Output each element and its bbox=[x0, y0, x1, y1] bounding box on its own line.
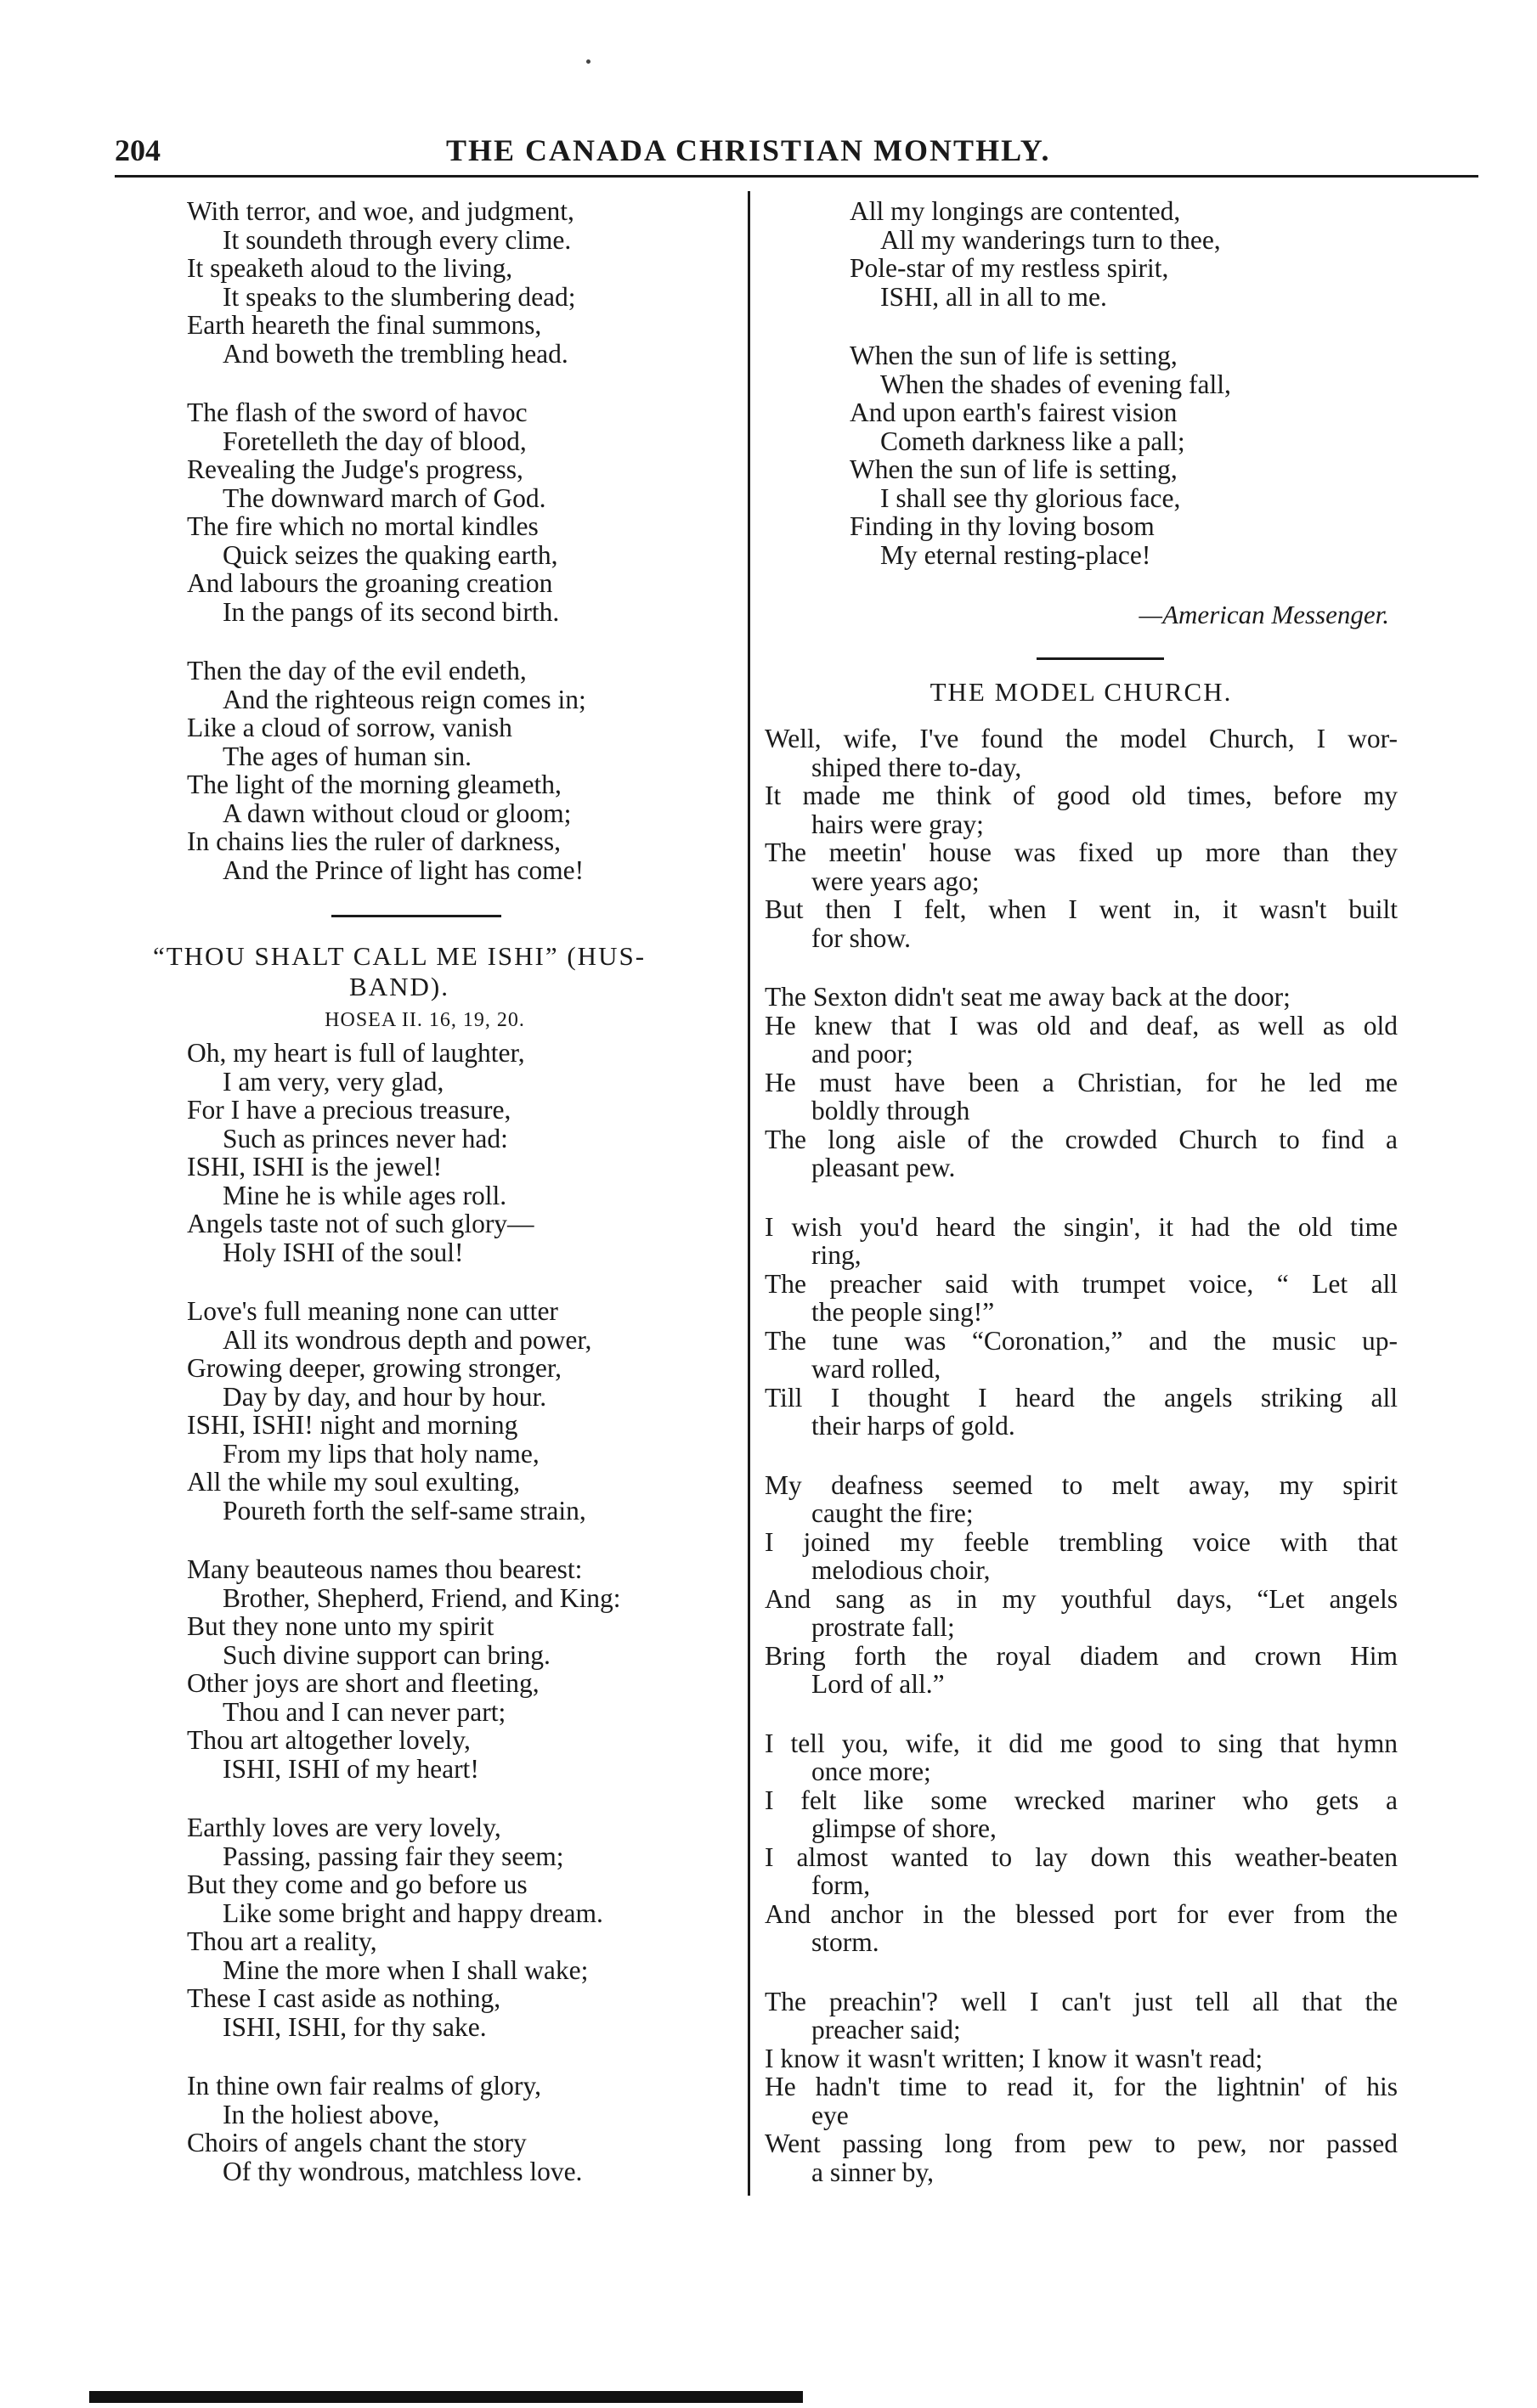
verse-line: Then the day of the evil endeth, bbox=[187, 656, 527, 685]
verse-line: The ages of human sin. bbox=[223, 741, 472, 771]
verse-line: Revealing the Judge's progress, bbox=[187, 454, 523, 484]
verse-line: My deafness seemed to melt away, my spirit bbox=[765, 1469, 1398, 1500]
verse-line: He hadn't time to read it, for the lightnin' of his bbox=[765, 2072, 1398, 2101]
stanza bbox=[187, 197, 731, 368]
column-divider bbox=[748, 191, 750, 2196]
verse-line: Earthly loves are very lovely, bbox=[187, 1813, 501, 1842]
verse-line: When the shades of evening fall, bbox=[880, 369, 1231, 399]
verse-line: Like a cloud of sorrow, vanish bbox=[187, 713, 512, 742]
page-header bbox=[89, 126, 1393, 177]
verse-line: Thou art altogether lovely, bbox=[187, 1725, 471, 1755]
verse-line: When the sun of life is setting, bbox=[850, 341, 1178, 370]
verse-line: When the sun of life is setting, bbox=[850, 454, 1178, 484]
verse-line: And boweth the trembling head. bbox=[223, 338, 568, 369]
verse-line: The flash of the sword of havoc bbox=[187, 398, 528, 427]
stanza bbox=[850, 197, 1398, 311]
verse-line: I know it wasn't written; I know it wasn't read; bbox=[765, 2043, 1263, 2073]
verse-line: Till I thought I heard the angels striking all bbox=[765, 1382, 1398, 1413]
verse-line: ISHI, ISHI! night and morning bbox=[187, 1410, 518, 1440]
verse-line: melodious choir, bbox=[811, 1555, 991, 1585]
verse-line: In the pangs of its second birth. bbox=[223, 596, 560, 627]
verse-line: In chains lies the ruler of darkness, bbox=[187, 826, 561, 856]
verse-line: The meetin' house was fixed up more than they bbox=[765, 837, 1398, 867]
verse-line: With terror, and woe, and judgment, bbox=[187, 196, 574, 226]
poem-title-model-church: THE MODEL CHURCH. bbox=[930, 677, 1233, 707]
verse-paragraph bbox=[765, 725, 1398, 952]
verse-line: prostrate fall; bbox=[811, 1612, 955, 1642]
verse-line: These I cast aside as nothing, bbox=[187, 1983, 501, 2013]
verse-line: He must have been a Christian, for he led me bbox=[765, 1067, 1398, 1097]
verse-line: ISHI, all in all to me. bbox=[880, 281, 1107, 312]
verse-line: once more; bbox=[811, 1757, 931, 1786]
verse-line: the people sing!” bbox=[811, 1297, 995, 1327]
right-column bbox=[765, 197, 1398, 2217]
verse-line: The preacher said with trumpet voice, “ Let all bbox=[765, 1268, 1398, 1299]
verse-line: And sang as in my youthful days, “Let angels bbox=[765, 1583, 1398, 1614]
poem-title-line: BAND). bbox=[349, 972, 449, 1001]
verse-line: All my wanderings turn to thee, bbox=[880, 224, 1221, 255]
verse-line: In thine own fair realms of glory, bbox=[187, 2071, 541, 2101]
stanza bbox=[187, 1555, 731, 1783]
verse-paragraph bbox=[765, 983, 1398, 1182]
left-column bbox=[152, 196, 731, 2216]
verse-line: He knew that I was old and deaf, as well as old bbox=[765, 1010, 1398, 1040]
verse-line: My eternal resting-place! bbox=[880, 539, 1151, 570]
verse-line: And upon earth's fairest vision bbox=[850, 398, 1178, 427]
poem-title-ishi bbox=[119, 941, 680, 1002]
verse-line: It speaks to the slumbering dead; bbox=[223, 281, 576, 312]
section-rule bbox=[331, 915, 501, 917]
stanza bbox=[187, 398, 731, 626]
verse-line: But they come and go before us bbox=[187, 1869, 528, 1899]
verse-line: I joined my feeble trembling voice with that bbox=[765, 1526, 1398, 1557]
verse-line: For I have a precious treasure, bbox=[187, 1095, 511, 1125]
scan-speck bbox=[586, 59, 591, 64]
verse-line: caught the fire; bbox=[811, 1498, 974, 1528]
verse-line: Brother, Shepherd, Friend, and King: bbox=[223, 1582, 621, 1613]
verse-line: Angels taste not of such glory— bbox=[187, 1209, 534, 1238]
verse-line: boldly through bbox=[811, 1096, 970, 1125]
scripture-reference: HOSEA II. 16, 19, 20. bbox=[325, 1009, 525, 1031]
verse-line: Passing, passing fair they seem; bbox=[223, 1841, 564, 1871]
verse-line: pleasant pew. bbox=[811, 1153, 956, 1182]
verse-line: form, bbox=[811, 1870, 871, 1900]
header-rule bbox=[115, 175, 1478, 178]
verse-line: In the holiest above, bbox=[223, 2099, 440, 2129]
verse-line: Finding in thy loving bosom bbox=[850, 511, 1155, 541]
poem-attribution: —American Messenger. bbox=[1139, 600, 1389, 629]
verse-line: ISHI, ISHI is the jewel! bbox=[187, 1152, 443, 1181]
verse-line: shiped there to-day, bbox=[811, 752, 1022, 782]
verse-line: All my longings are contented, bbox=[850, 196, 1181, 226]
verse-line: Bring forth the royal diadem and crown Him bbox=[765, 1640, 1398, 1671]
verse-line: Cometh darkness like a pall; bbox=[880, 426, 1185, 456]
verse-line: The fire which no mortal kindles bbox=[187, 511, 539, 541]
verse-paragraph bbox=[765, 1213, 1398, 1441]
verse-line: Such as princes never had: bbox=[223, 1123, 508, 1153]
verse-line: The downward march of God. bbox=[223, 482, 546, 513]
poem-ishi-stanzas bbox=[187, 1039, 731, 2185]
verse-line: Choirs of angels chant the story bbox=[187, 2128, 527, 2157]
stanza bbox=[187, 2072, 731, 2185]
verse-line: Foretelleth the day of blood, bbox=[223, 426, 527, 456]
verse-line: It made me think of good old times, before my bbox=[765, 781, 1398, 810]
poem-title-line: “THOU SHALT CALL ME ISHI” (HUS- bbox=[152, 941, 647, 971]
verse-line: for show. bbox=[811, 922, 911, 953]
verse-line: eye bbox=[811, 2100, 849, 2130]
poem-judgment-stanzas bbox=[187, 197, 731, 884]
verse-paragraph bbox=[765, 1471, 1398, 1699]
poem-ishi-continued bbox=[850, 197, 1398, 569]
verse-line: Oh, my heart is full of laughter, bbox=[187, 1038, 525, 1068]
verse-line: ISHI, ISHI of my heart! bbox=[223, 1753, 479, 1784]
verse-line: I am very, very glad, bbox=[223, 1066, 444, 1097]
verse-line: The Sexton didn't seat me away back at the door; bbox=[765, 982, 1291, 1012]
verse-line: Went passing long from pew to pew, nor passed bbox=[765, 2129, 1398, 2158]
verse-line: Mine the more when I shall wake; bbox=[223, 1954, 589, 1985]
verse-line: Quick seizes the quaking earth, bbox=[223, 539, 558, 570]
verse-paragraph bbox=[765, 1988, 1398, 2187]
stanza bbox=[187, 1297, 731, 1525]
verse-line: The preachin'? well I can't just tell all that the bbox=[765, 1986, 1398, 2016]
verse-line: It soundeth through every clime. bbox=[223, 224, 572, 255]
verse-line: The tune was “Coronation,” and the music up- bbox=[765, 1325, 1398, 1356]
verse-line: Earth heareth the final summons, bbox=[187, 310, 542, 340]
verse-line: ring, bbox=[811, 1240, 862, 1270]
verse-line: ward rolled, bbox=[811, 1354, 941, 1384]
running-title: THE CANADA CHRISTIAN MONTHLY. bbox=[446, 133, 1051, 167]
verse-line: The long aisle of the crowded Church to find a bbox=[765, 1124, 1398, 1154]
stanza bbox=[187, 1039, 731, 1266]
verse-line: were years ago; bbox=[811, 866, 980, 896]
verse-line: I shall see thy glorious face, bbox=[880, 482, 1181, 513]
verse-line: And anchor in the blessed port for ever from the bbox=[765, 1898, 1398, 1929]
verse-line: And labours the groaning creation bbox=[187, 568, 553, 598]
poem-model-church-body bbox=[765, 725, 1398, 2186]
verse-line: Love's full meaning none can utter bbox=[187, 1296, 558, 1326]
verse-line: Like some bright and happy dream. bbox=[223, 1898, 603, 1928]
verse-line: I tell you, wife, it did me good to sing that hymn bbox=[765, 1728, 1398, 1758]
verse-line: Of thy wondrous, matchless love. bbox=[223, 2156, 583, 2186]
verse-line: From my lips that holy name, bbox=[223, 1438, 540, 1469]
verse-line: And the Prince of light has come! bbox=[223, 854, 585, 885]
bottom-scan-edge bbox=[89, 2391, 803, 2403]
page-number: 204 bbox=[115, 133, 161, 167]
stanza bbox=[187, 1813, 731, 2041]
verse-paragraph bbox=[765, 1729, 1398, 1957]
verse-line: their harps of gold. bbox=[811, 1411, 1015, 1441]
verse-line: Other joys are short and fleeting, bbox=[187, 1668, 540, 1698]
verse-line: Pole-star of my restless spirit, bbox=[850, 253, 1169, 283]
verse-line: and poor; bbox=[811, 1039, 913, 1069]
verse-line: Holy ISHI of the soul! bbox=[223, 1237, 464, 1267]
verse-line: Such divine support can bring. bbox=[223, 1639, 551, 1670]
verse-line: preacher said; bbox=[811, 2015, 961, 2044]
stanza bbox=[850, 341, 1398, 569]
verse-line: All the while my soul exulting, bbox=[187, 1467, 520, 1497]
verse-line: Many beauteous names thou bearest: bbox=[187, 1554, 583, 1584]
verse-line: glimpse of shore, bbox=[811, 1813, 997, 1843]
verse-line: Thou and I can never part; bbox=[223, 1696, 506, 1727]
verse-line: Day by day, and hour by hour. bbox=[223, 1381, 547, 1412]
verse-line: Mine he is while ages roll. bbox=[223, 1180, 507, 1210]
verse-line: ISHI, ISHI, for thy sake. bbox=[223, 2011, 487, 2042]
stanza bbox=[187, 657, 731, 884]
verse-line: Well, wife, I've found the model Church, I wor- bbox=[765, 724, 1398, 753]
verse-line: a sinner by, bbox=[811, 2157, 935, 2187]
verse-line: I felt like some wrecked mariner who gets a bbox=[765, 1785, 1398, 1815]
verse-line: But they none unto my spirit bbox=[187, 1611, 494, 1641]
verse-line: hairs were gray; bbox=[811, 809, 984, 839]
verse-line: But then I felt, when I went in, it wasn't built bbox=[765, 894, 1398, 924]
verse-line: The light of the morning gleameth, bbox=[187, 770, 562, 799]
verse-line: Growing deeper, growing stronger, bbox=[187, 1353, 562, 1383]
verse-line: All its wondrous depth and power, bbox=[223, 1324, 592, 1355]
verse-line: Thou art a reality, bbox=[187, 1926, 377, 1956]
verse-line: Lord of all.” bbox=[811, 1669, 945, 1699]
verse-line: A dawn without cloud or gloom; bbox=[223, 798, 572, 828]
verse-line: And the righteous reign comes in; bbox=[223, 684, 586, 714]
section-rule bbox=[1037, 657, 1164, 660]
verse-line: It speaketh aloud to the living, bbox=[187, 253, 513, 283]
verse-line: I almost wanted to lay down this weather-beaten bbox=[765, 1841, 1398, 1872]
verse-line: storm. bbox=[811, 1927, 879, 1957]
verse-line: I wish you'd heard the singin', it had the old time bbox=[765, 1211, 1398, 1242]
verse-line: Poureth forth the self-same strain, bbox=[223, 1495, 586, 1525]
